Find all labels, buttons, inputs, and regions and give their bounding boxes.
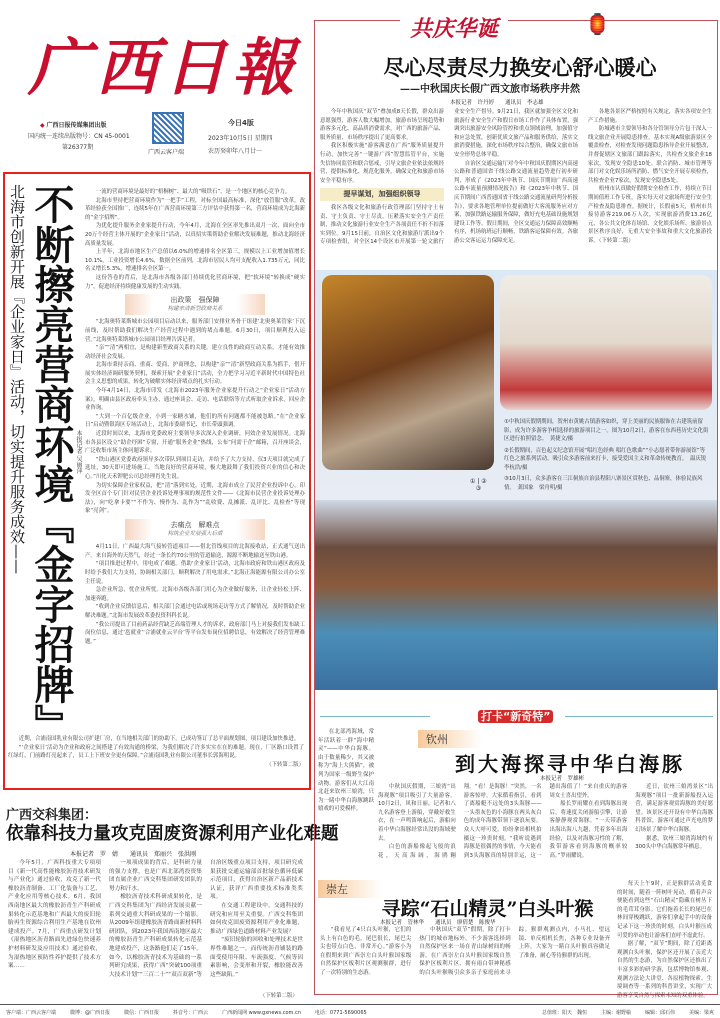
divider-right [565, 716, 713, 717]
daka-badge: 打卡“新奇特” [478, 708, 553, 724]
photo-sanjiang-dong-village [315, 500, 717, 690]
jiaoke-kicker: 广西交科集团： [6, 808, 98, 823]
divider-left [320, 716, 430, 717]
qinzhou-col1: 在北部湾海域，常年活跃着一群“海中精灵”——中华白海豚。由于数量稀少，其又被称为“海上大熊猫”，被列为国家一级野生保护动物。游客们从大江南北赶来钦州三娘湾，只为一睹中华白海豚跳跃嬉戏的可爱模样。 [318, 729, 374, 813]
photo-key: ① | ② ③ [470, 478, 487, 492]
footer-phone: 电话：0771-5690065 [314, 1010, 367, 1016]
footer-weibo: 微博：@广西日报 [70, 1010, 111, 1016]
footer-wechat: 微信：广西日报 [124, 1010, 160, 1016]
lead-subhead-2: 去痛点 解难点 构筑企业发展强大后盾 [125, 519, 265, 540]
qr-label: 广西云客户端 [148, 149, 185, 156]
footer-duty: 总值班：阳天 魏恒 [541, 1010, 587, 1016]
holiday-section-heading: 提早谋划，加强组织领导 [320, 188, 444, 201]
holiday-headline: 尽心尽责尽力换安心舒心暖心 [383, 55, 657, 80]
lunar-date: 农历癸卯年八月廿一 [208, 148, 263, 155]
qinzhou-tag: 钦州 [418, 730, 482, 748]
photo-guilin-costume [322, 275, 494, 470]
footer [0, 1004, 720, 1018]
qr-code[interactable] [152, 112, 184, 144]
footer-client: 客户端：广西云客户端 [6, 1010, 57, 1016]
lead-kicker: 北海市创新开展『企业家日』活动，切实提升服务成效—— [8, 184, 26, 574]
holiday-byline: 本报记者 许丹婷 通讯员 李志雄 [450, 100, 544, 106]
chongzuo-body: “我看见了4只白头叶猴，它们的头上有白色的毛，尾巴很长，尾巴尖尖也带点白色，非常开心。”游客小为在假期来到广西崇左白头叶猴国家级自然保护区板利片区观测猴群，进行了一次特别的生态游。 中秋国庆“双节”假期，除了打卡热门的城市地标外，不少游客选择到自然保护区来一场在青山绿树间的畅游。在广西崇左白头叶猴国家级自然保护区板利片区，拥有雨白带神秘感的白头叶猴吸引众多亲子家庭前来寻踪。猴群观测点内，小马扎、望远镜、单反相机长焦，各种专业设备齐上阵，大家为一睹白头叶猴真容做足了准备，耐心等待猴群的出现。 [320, 927, 610, 976]
lead-body: 一流的营商环境是最好的“梧桐树”、最大的“吸铁石”，是一个地区的核心竞争力。 北海市坚持把营商环境作为“一把手”工程，对标全国最高标准，深化“放管服”改革，改革经验获全国推广，连续5年在广西营商环境第三方评估中获得第一名，营商环境成为北海新的“金字招牌”。 为优化提升服务企业家提升行动，今年4月，北海在全区率先推出双月一次、面向全市20万个经营主体开展的“企业家日”活动，以真招实策帮助企业解决发展难题，推动北海经济高质量发展。 上半年，北海市地区生产总值以6.0%的增速排名全区第三，规模以上工业增加值增长10.1%，工业投资增长4.6%，数据全区前列，北海市居民人均可支配收入1.735万元，同比名义增长5.3%，增速排名全区第一。 这份答卷的背后，是北海市各级各部门持续优化营商环境，把“软环境”转换成“硬实力”，促进经济持续健康发展的生动实践。 出政策 强保障 构建亲清新型政商关系 “北海奥特莱斯城市公园项目启动以来，服务部门安排业务骨干组建‘北奥奥莱管家’下沉前线，及时帮助我们解决生产经营过程中遇到的堵点难题。6月30日，项目顺利投入运营。”北海奥特莱斯城市公园项目经理告诉记者。 “亲”“清”两相宜，是构建新型政商关系的关键。建立良性的政商互动关系，才能有效推动经济社会发展。 北海市秉持亲商、重商、爱商、护商理念，以构建“亲”“清”新型政商关系为抓手，借开展实体经济调研服务契机，探索开展“企业家日”活动，全力把学习习近平新时代中国特色社会主义思想的成果，转化为破解实体经济堵点的扎实行动。 今年4月14日，北海市印发《北海市2023年服务企业家提升行动之“企业家日”活动方案》，明确由县区政府牵头主办，通过座谈会、走访、电话联络等方式听取企业诉求，回应企业咨询。 “大到一个百亿级企业，小到一家糖水铺，他们的所有问题都不能被忽略。”在“企业家日”启动暨银海区专场活动上，北海市委副书记、市长带頭强调。 近段时间以来，北海市党委政府主要领导多次深入企业调研，问效企业发展情况。北海市各县区设立“助企纾困”专窗，开通“服务企业”热线，公布“问需于企”邮箱，召开座谈会，广泛收集市场主体问题诉求。 “铁山港区党委政府领导多次带队到项目走访，并给予了大力支持，仅3天项目就完成了选址，30天即可进场施工。当地良好的营商环境，极大地鼓舞了我们投资兴业的信心和决心。”川化天禾钾肥公司总经理肖先生说。 为切实保障企业家权益，把“清”落到实处，近期，北海市成立了民营企业投诉中心，印发全区首个专门针对民营企业投诉处理事项的规范性文件——《北海市民营企业投诉处理办法》，向“吃拿卡要”“不作为、慢作为、乱作为”“乱收费、乱摊派、乱评比、乱检查”等现象“亮剑”。 去痛点 解难点 构筑企业发展强大后盾 4月11日，广西最大海气接转管道项目——借北管线项目的北海接收站，正式通气送出产。来自海外的天然气，经过一条长约70公里的管道输送，源源不断地输送至铁山港。 “项目推进过程中，用电成了难题。借助‘企业家日’活动，北海市政府和铁山港区政府及时给予我们大力支持，协调相关部门，顺利解决了用电需求。”北海正海能源有限公司办公室主任说。 急企业所急，忧企业所忧。北海市各级各部门用心为企业做好服务，让企业轻松上阵、加速奔跑。 “收到企业反馈信息后，相关部门会通过电话或现场走访等方式了解情况，及时帮助企业解决难题。”北海市发展改革委投资科科长说。 “我公司提出了目前药品经营缺乏高端管理人才的诉求，政府部门马上对接我们发布缺工岗位信息，通过‘邕就业’‘合浦就业云平台’等平台发布岗位招聘信息，有效解决了经营管理难题。” [85, 189, 305, 645]
issn: 国内统一连续出版物号：CN 45-0001 [28, 133, 130, 140]
footer-website[interactable]: 广西新闻网 www.gxnews.com.cn [222, 1010, 301, 1016]
publisher: ◆ 广西日报传媒集团出版 [40, 122, 107, 129]
chongzuo-headline: 寻踪“石山精灵”白头叶猴 [381, 898, 594, 920]
lead-continued: （下转第二版） [266, 761, 304, 768]
issue-number: 第26377期 [62, 144, 94, 151]
footer-editor-in-chief: 主编：谢野榆 [600, 1010, 631, 1016]
masthead-logo: 广西日報 [28, 31, 301, 104]
lead-headline: 不断擦亮营商环境『金字招牌』 [28, 184, 74, 744]
jiaoke-headline: 依靠科技力量攻克固废资源利用产业化难题 [6, 824, 339, 844]
holiday-banner: 共庆华诞 [400, 12, 508, 43]
jiaoke-continued: （下转第二版） [260, 993, 298, 999]
holiday-body: 今年中秋国庆“双节”叠加成8天长假，群众出游意愿强烈，游客人数大幅增加，旅游市场呈现趋势和游客多元化、高品质消费需求，对广西的旅游产品、服务质量、市场秩序提出了更高要求。 我区积极实施“游客满意在广西”服务质量提升行动，加快完善“一键游广西”智慧监管平台，实施失信协同监管和联合惩戒，引导文旅企业依法依规经营，提供标准化、规范化服务，确保文化和旅游市场安全平稳有序。 提早谋划，加强组织领导 我区各级文化和旅游行政管理部门坚持守土有责、守土负责、守土尽责，压紧落实安全生产责任制，推动文化旅游行业安全生产各项责任不折不扣落实到位。9月15日前，自治区文化和旅游厅派出9个专项检查组，对全区14个设区市开展第一轮文旅行业安全生产督导。9月21日，我区就加强全区文化和旅游行业安全生产和假日市场工作作了具体布置，强调突出旅游安全风险管控和重点领域治理，加强值守和应急处置，创新优质文旅产品和服务供给，落实文旅消费措施，深化市场秩序综合整治，确保文旅市场安全形势总体平稳。 自治区交通运输厅对今年中秋国庆假期区内高速公路和普通国省干线公路交通流量趋势进行初步研判，形成了《2023年中秋节、国庆节期间广西高速公路车流量预测情况报告》和《2023年中秋节、国庆节期间广西普通国省干线公路交通流量研判分析报告》，要求各地管理单位提前做好大客流服务应对方案，加强铁路运输服务保障，做好充电基础设施规划建设工作等。假日期间，全区交通运力保障高效顺畅有序，机场航班运行顺畅，铁路客运保障有效。各旅游公交客运运力保障充足。 各地各景区严格按照有关规定，落实各项安全生产工作措施。 防城港市主要领导和各分管领导分片包干深入一线文旅企业开展隐患排查，基本实现A级旅游景区全覆盖检查，对检查发现问题隐患指导企业开展整改，并督促辖区文旅部门跟踪落实，共检查文旅企业18家次，发现安全隐患10处。联合消防、城市管理等部门对文化娱乐场所消防、燃气安全开展专项检查，共检查企业7家次，发现安全隐患5处。 梧州市认真做好假期安全检查工作，持续立节日期间值班工作专班，落实每天对文旅场所进行安全生产检查及隐患排查。据统计，长假前5天，梧州市共接待游客219.06万人次，实现旅游消费13.26亿元，各公共文化体育场馆、文化娱乐场所、旅游景点景区秩序良好，无重大安全事故和重大文化旅游投诉。（下转第二版） [320, 109, 713, 246]
photo-captions: ①中秋国庆假期期间，贺州市黄姚古镇游客如织，穿上美丽的民族服饰在古建筑前留影，成为许多游客争相选择的旅游项目之一。图为10月2日，游客在东西巷历史文化街区进行拍照留念。 黄捷文/摄 ②长假期间，百色起义纪念馆开展“唱红色经典 唱红色歌曲”“小志愿者带你游展馆”等红色之旅系列活动，吸引众多游客前来打卡，接受爱国主义和革命传统教育。 温庆锐 李杭浩/摄 ③10月3日，众多游客在三江侗族自治县程阳八寨景区赏秋色、品侗寨，体验民族风情。 龚国象 梁舟明/摄 [504, 419, 712, 491]
chongzuo-byline: 本报记者 管林华 通讯员 廖倩楚 陈俊华 [380, 920, 496, 926]
chongzuo-col-right: 每天上午9时，正是猴群活动觅食的时间，随着一阵树叶晃动，循着声音便能看到这些“石山精灵”隐藏在树丛下的毛茸茸身影。它们拖着长长的尾巴在林间穿梭跳跃，游客们拿起手中的设备记录下这一珍贵的时刻，白头叶猴压成可爱的举动也让游客们直呼不虚此行。 据了解，“双节”期间，除了近距离观测白头叶猴，保护区还开展了亲近大自然的生态游，为自然保护区还推出了丰富多彩的研学游，包括博物馆参观、观测方法论大讲堂、各原植物探索、生境调查等一系列的科普讲堂，实现广大游客享受自然与探索未知的双重体验。 [617, 881, 712, 999]
holiday-subhead: ——中秋国庆长假广西文旅市场秩序井然 [400, 84, 580, 95]
footer-douyin: 抖音号：广西云 [173, 1010, 209, 1016]
qinzhou-headline: 到大海探寻中华白海豚 [455, 752, 685, 776]
lead-body-bottom: 近期，合浦南国乳业有限公司扩建厂房，在当地相关部门的协助下，已成功签订了总平面规划图，项目建设加快推进。 “‘企业家日’活动为企业和政府之间搭建了有效沟通的桥梁，为我们解决了许多实实在在的难题。现在，厂区路口设置了红绿灯，门前路灯亮起来了，员工上下班安全更有保障。”合浦南国乳业有限公司董事长郭海明说。 （下转第二版） [8, 736, 304, 768]
jiaoke-body: 今年5月，广西科技重大专项项目《新一代高性能橡胶沥青技术研发与产业化》通过验收，攻克了新一代橡胶沥青制备、工厂化装备与工艺、产业化应用等核心技术。6月，我国西南地区最大的橡胶沥青生产科研成果转化示范基地和广西最大的废旧轮胎再生资源综合利用生产基地在钦州建成投产。7月，广西重点研发计划《湿热地区沥青路面先进绿色快速养护材料研发及应用技术》通过验收，为湿热地区预防性养护提供了技术方案…… 一项项成果的背后，是科研力量的强力支撑，也是广西北部湾投资集团直属企业广西交科集团研发团队的努力和汗水。 橡胶沥青技术科研成果转化，是广西交科集团为广西经济发展贡献一系列交通重大科研成果的一个缩影。从2009年组建橡胶沥青路面新材料科研团队，到2023年我国西南地区最大的橡胶沥青生产科研成果转化示范基地建成投产，这条路他们走了15年。如今，以橡胶沥青技术为基础的一系列研究成果，获得广西“突破100项重大技术计划”“三百二十”“双百双新”等自治区级重点项目支持，项目研究成果获批交通运输部首批绿色循环低碳示范项目，获得自治区新产品新技术认证，获评广西重要技术标准类奖项。 在交通工程建设中，交通科技的研究和应用至关重要。广西交科集团如何攻克固废资源利用产业化难题，推动广西绿色道路材料产业发展？ “废旧轮胎的回收和处理技术是世界性难题之一，而传统沥青铺装的路面受使用年限、车流强度、气候等因素影响，会变形和开裂，橡胶能改善这些缺陷。” [8, 860, 303, 978]
footer-editor: 编辑：邱石伟 [644, 1010, 675, 1016]
lead-subhead-1: 出政策 强保障 构建亲清新型政商关系 [125, 294, 265, 315]
pages-today: 今日4版 [228, 119, 254, 127]
jiaoke-byline: 本报记者 罗 婧 通讯员 郑丽兴 张洪刚 [70, 851, 197, 858]
qinzhou-body: 中秋国庆假期，三娘湾“出海观豚”项目吸引了大量游客。10月2日，风和日丽，记者和八九名游客登上游船，穿戴好救生衣，在一声鸣笛响起后，游船向着中华白海豚经常出没的海域驶去。 白色的游船像起飞般的浪花，天高海阔，海鸥翱翔。“看！是海豚！”突然，一名游客惊呼。大家循着指引，看到了离船艇不远处的3头海豚——一头墨灰色的小海豚在两头灰白色的成年海豚带领下逐浪玩耍。众人大呼可爱，纷纷拿出相机拍摄这一珍贵时刻。“我听说遇到海豚是很偶然的事情，今天能看到3头海豚真的特别幸运，这一趟出海值了！”来自重庆的游客周女士喜出望外。 船长罗雨耀在看到海豚出现后，将速度关闭游船引擎，让游客静静观赏海豚。“一天带游客出海出海八九趟，凭着多年出海经验，以及对海豚习性的了解，我带游客看到海豚的概率较高。”罗雨耀说。 近日，钦州三娘湾景区“出海观豚”项目一批新游船投入运营，满足游客观赏海豚的美好愿望。该景区还开设有中华白海豚科普馆，游客可通过声光电的梦幻场景了解中华白海豚。 据悉，钦州三娘湾海域约有300头中华白海豚常年栖息。 [378, 784, 713, 859]
photo-museum-red-tour [500, 275, 712, 410]
qinzhou-byline: 本报记者 罗雄彬 [540, 776, 585, 782]
lantern-icon: 🏮 [585, 12, 610, 36]
publisher-logo-icon: ◆ [40, 122, 45, 129]
date: 2023年10月5日 星期四 [208, 135, 273, 142]
footer-art-editor: 美编：梁爽 [688, 1010, 714, 1016]
lead-byline: 本报记者 吴丽萍 [75, 430, 82, 474]
chongzuo-tag: 崇左 [318, 880, 382, 898]
